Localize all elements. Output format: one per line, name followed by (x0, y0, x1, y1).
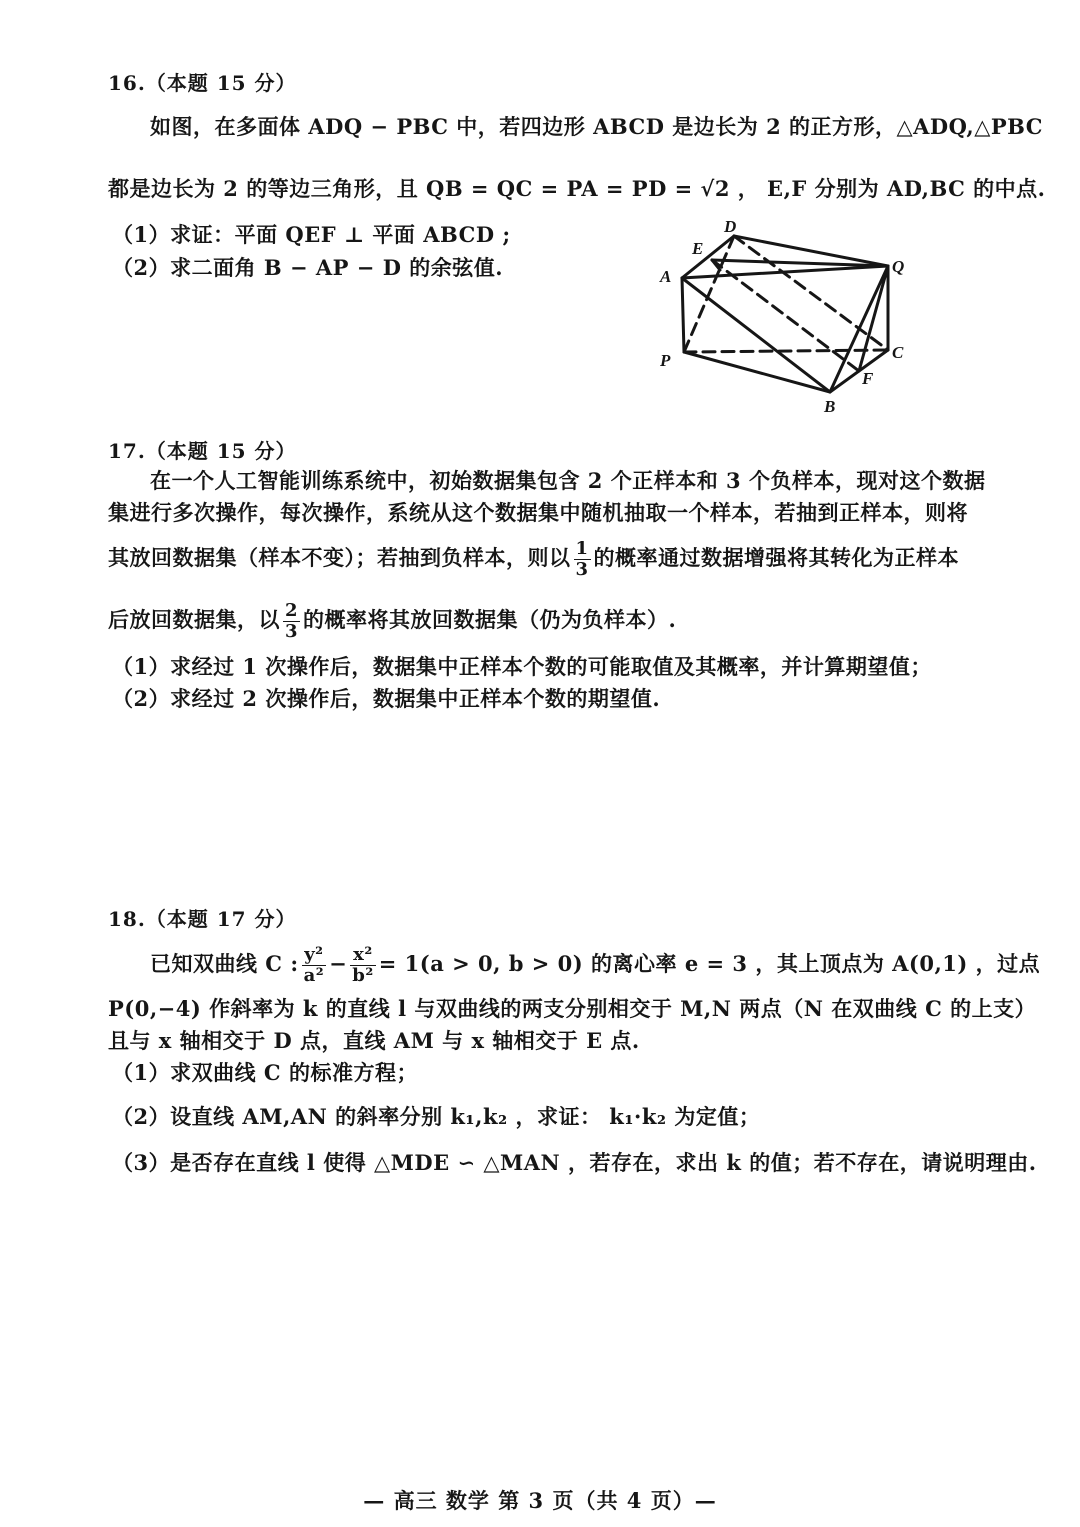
fraction-denominator: b² (352, 965, 374, 986)
label-A: A (660, 267, 672, 286)
q18-stem-line3: 且与 x 轴相交于 D 点，直线 AM 与 x 轴相交于 E 点. (108, 1028, 640, 1053)
fraction-x2-b2 (350, 945, 375, 986)
fraction-denominator: a² (303, 965, 325, 986)
q17-line4-post: 的概率将其放回数据集（仍为负样本）. (303, 607, 677, 632)
edge-AP (682, 278, 684, 352)
q17-stem-line2: 集进行多次操作，每次操作，系统从这个数据集中随机抽取一个样本，若抽到正样本，则将 (108, 500, 968, 525)
q17-line3-post: 的概率通过数据增强将其转化为正样本 (593, 545, 960, 570)
q18-part2: （2）设直线 AM,AN 的斜率分别 k₁,k₂ ，求证： k₁·k₂ 为定值； (112, 1104, 761, 1129)
fraction-denominator: 3 (575, 559, 589, 580)
q18-stem-line1 (150, 942, 1040, 986)
label-E: E (692, 239, 704, 258)
label-D: D (724, 217, 737, 236)
fraction-y2-a2 (302, 945, 327, 986)
fraction-numerator: 1 (575, 538, 589, 559)
q16-part2: （2）求二面角 B − AP − D 的余弦值. (112, 255, 504, 280)
q18-stem-line2: P(0,−4) 作斜率为 k 的直线 l 与双曲线的两支分别相交于 M,N 两点（N 在双曲线 C 的上支） (108, 996, 1037, 1021)
label-F: F (862, 369, 874, 388)
q17-stem-line3 (108, 536, 959, 580)
q18-line1-post: = 1(a > 0, b > 0) 的离心率 e = 3 ，其上顶点为 A(0,1) ，过点 (378, 951, 1041, 976)
q17-part2: （2）求经过 2 次操作后，数据集中正样本个数的期望值. (112, 686, 661, 711)
q17-part1: （1）求经过 1 次操作后，数据集中正样本个数的可能取值及其概率，并计算期望值； (112, 654, 932, 679)
page-footer: — 高三 数学 第 3 页（共 4 页）— (363, 1488, 717, 1513)
fraction-one-third (574, 539, 591, 580)
q18-header: 18.（本题 17 分） (108, 907, 297, 931)
q16-stem-line1: 如图，在多面体 ADQ − PBC 中，若四边形 ABCD 是边长为 2 的正方形，△ADQ,△PBC (150, 114, 1043, 139)
label-C: C (892, 343, 904, 362)
polyhedron-figure (640, 210, 920, 425)
q17-stem-line4 (108, 598, 676, 642)
q16-part1: （1）求证：平面 QEF ⊥ 平面 ABCD ; (112, 222, 511, 247)
q17-header: 17.（本题 15 分） (108, 439, 297, 463)
minus-sign: − (329, 951, 348, 976)
q18-line1-pre: 已知双曲线 C : (150, 951, 299, 976)
label-B: B (824, 397, 836, 416)
fraction-numerator: 2 (285, 600, 299, 621)
edge-PB (684, 352, 830, 392)
q16-header: 16.（本题 15 分） (108, 71, 297, 95)
fraction-denominator: 3 (285, 621, 299, 642)
fraction-two-thirds (283, 601, 300, 642)
label-P: P (660, 351, 671, 370)
label-Q: Q (892, 257, 905, 276)
fraction-numerator: y² (302, 945, 327, 966)
q17-stem-line1: 在一个人工智能训练系统中，初始数据集包含 2 个正样本和 3 个负样本，现对这个数据 (150, 468, 986, 493)
q16-stem-line2: 都是边长为 2 的等边三角形，且 QB = QC = PA = PD = √2 ， E,F 分别为 AD,BC 的中点. (108, 176, 1046, 201)
q17-line4-pre: 后放回数据集，以 (108, 607, 280, 632)
q17-line3-pre: 其放回数据集（样本不变）；若抽到负样本，则以 (108, 545, 571, 570)
fraction-numerator: x² (350, 945, 375, 966)
edge-AB (682, 278, 830, 392)
edge-EF-hidden (712, 260, 859, 371)
q18-part3: （3）是否存在直线 l 使得 △MDE ∽ △MAN ，若存在，求出 k 的值；若不存在，请说明理由. (112, 1150, 1037, 1175)
q18-part1: （1）求双曲线 C 的标准方程； (112, 1060, 418, 1085)
edge-PC-hidden (684, 350, 888, 352)
